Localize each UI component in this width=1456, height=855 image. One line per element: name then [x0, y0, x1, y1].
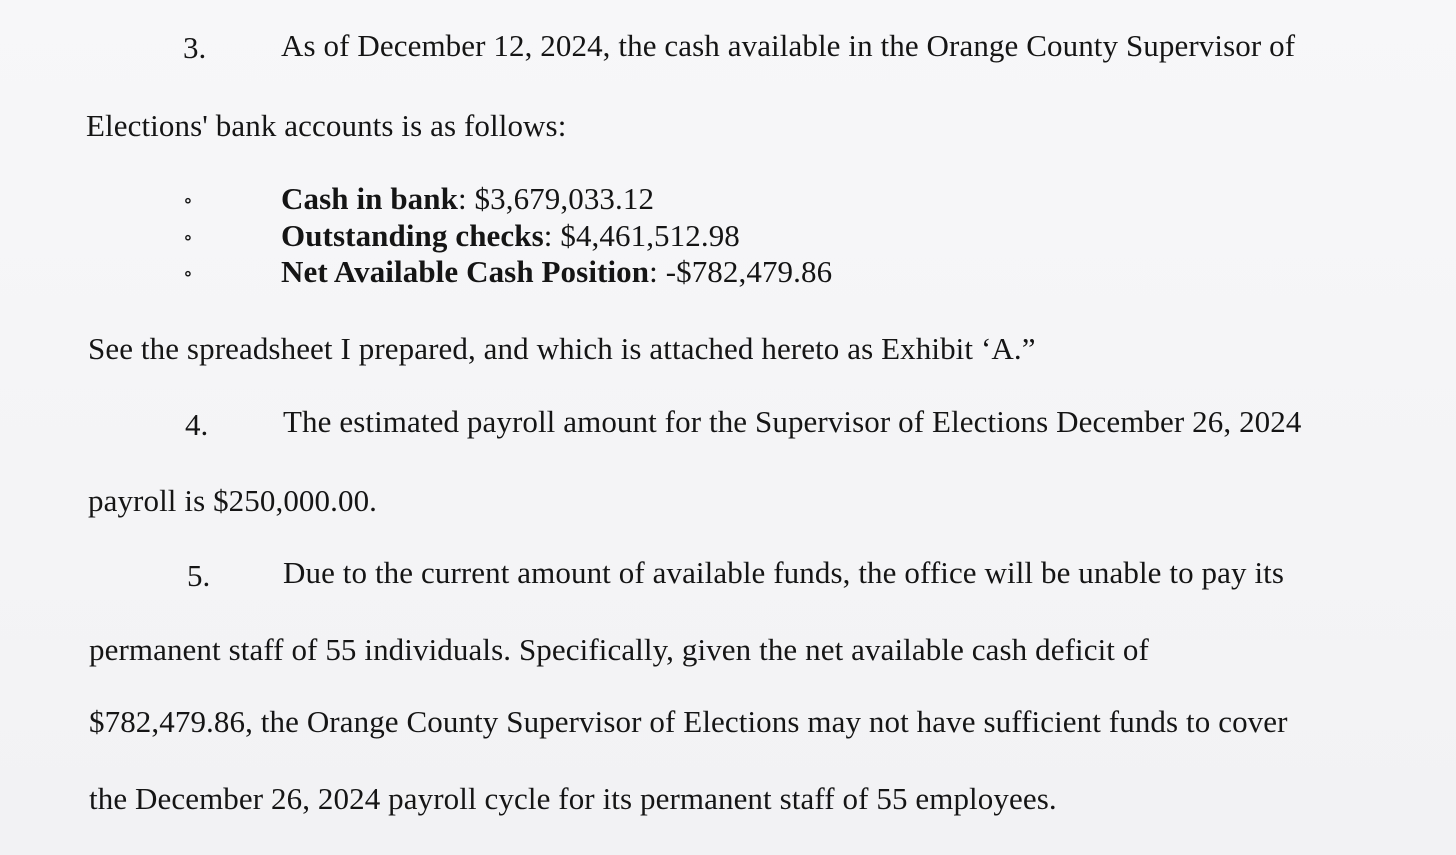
exhibit-note: See the spreadsheet I prepared, and which is attached hereto as Exhibit ‘A.” [88, 331, 1036, 366]
bullet-value: : -$782,479.86 [649, 254, 833, 289]
paragraph-5-line-2: permanent staff of 55 individuals. Specifically, given the net available cash deficit of [89, 632, 1149, 667]
bullet-icon: ∘ [183, 227, 193, 249]
bullet-label: Net Available Cash Position [281, 254, 650, 289]
bullet-icon: ∘ [183, 190, 193, 212]
bullet-cash-in-bank [281, 181, 654, 217]
bullet-net-available-cash [281, 254, 832, 290]
paragraph-4-line-1: The estimated payroll amount for the Supervisor of Elections December 26, 2024 [283, 404, 1302, 439]
paragraph-5-line-4: the December 26, 2024 payroll cycle for its permanent staff of 55 employees. [89, 781, 1057, 816]
paragraph-number: 4. [185, 407, 209, 442]
bullet-icon: ∘ [183, 263, 193, 285]
bullet-label: Outstanding checks [281, 218, 544, 253]
bullet-value: : $3,679,033.12 [457, 181, 655, 216]
paragraph-3-line-2: Elections' bank accounts is as follows: [86, 108, 567, 143]
paragraph-number: 3. [183, 30, 207, 65]
paragraph-3-line-1: As of December 12, 2024, the cash available in the Orange County Supervisor of [281, 28, 1296, 63]
paragraph-5-line-1: Due to the current amount of available funds, the office will be unable to pay its [283, 555, 1285, 590]
bullet-outstanding-checks [281, 218, 740, 254]
paragraph-4-line-2: payroll is $250,000.00. [88, 483, 378, 518]
bullet-label: Cash in bank [281, 181, 458, 216]
bullet-value: : $4,461,512.98 [543, 218, 740, 253]
paragraph-5-line-3: $782,479.86, the Orange County Supervisor of Elections may not have sufficient funds to cover [89, 704, 1288, 739]
paragraph-number: 5. [187, 558, 211, 593]
